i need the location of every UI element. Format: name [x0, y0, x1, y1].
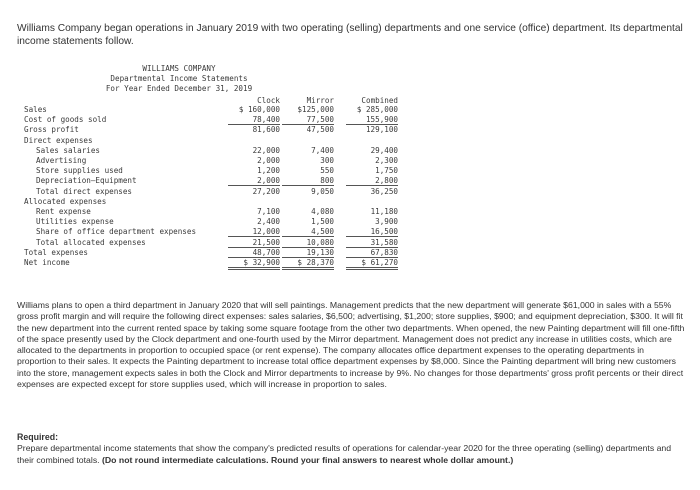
- statement-row: [24, 125, 404, 134]
- row-value: 1,750: [375, 166, 398, 176]
- intro-text: Williams Company began operations in January 2019 with two operating (selling) departments and one service (office) department. Its departmental income statements follow.: [17, 23, 683, 47]
- statement-row: [24, 115, 404, 124]
- statement-row: [24, 146, 404, 155]
- row-value: 12,000: [228, 227, 280, 237]
- statement-row: [24, 197, 404, 206]
- statement-row: [24, 238, 404, 247]
- rounding-note: (Do not round intermediate calculations. Round your final answers to nearest whole dollar amount.): [102, 454, 514, 465]
- row-value: 4,500: [282, 227, 334, 237]
- row-label: Total direct expenses: [36, 186, 133, 196]
- row-label: Cost of goods sold: [24, 115, 107, 125]
- statement-row: [24, 248, 404, 257]
- row-value: 2,000: [257, 156, 280, 165]
- row-value: $ 285,000: [356, 105, 398, 114]
- statement-row: [24, 166, 404, 175]
- column-header: Mirror: [306, 96, 334, 105]
- scenario-paragraph: Williams plans to open a third department in January 2020 that will sell paintings. Management predicts that the new department will generate $61,000 in sales with a 55% gross profit margin and will require the following direct expenses: sales salaries, $6,500; advertising, $1,200; store supplies, $900; and equipment depreciation, $300. It will fit the new department into the current rented space by taking some square footage from the other two departments. When opened, the new Painting department will fill one-fifth of the space presently used by the Clock department and one-fourth used by the Mirror department. Management does not predict any increase in utilities costs, which are allocated to the departments in proportion to occupied space (or rent expense). The company allocates office department expenses to the operating departments in proportion to their sales. It expects the Painting department to increase total office department expenses by $8,000. Since the Painting department will bring new customers into the store, management expects sales in both the Clock and Mirror departments to increase by 9%. No changes for those departments' gross profit percents or their direct expenses are expected except for store supplies used, which will increase in proportion to sales.: [17, 300, 685, 390]
- row-value: $125,000: [297, 105, 334, 114]
- row-value: 7,400: [311, 145, 334, 155]
- row-label: Depreciation—Equipment: [36, 176, 137, 186]
- row-value: 4,080: [311, 207, 334, 216]
- row-value: $ 61,270: [346, 258, 398, 270]
- row-label: Sales salaries: [36, 145, 101, 155]
- row-label: Advertising: [36, 156, 87, 165]
- row-label: Share of office department expenses: [36, 227, 197, 237]
- statement-period: For Year Ended December 31, 2019: [105, 84, 253, 93]
- row-value: $ 32,900: [228, 258, 280, 270]
- statement-row: [24, 217, 404, 226]
- row-value: 10,080: [282, 238, 334, 248]
- statement-row: [24, 136, 404, 145]
- row-value: 9,050: [311, 186, 334, 196]
- row-label: Total allocated expenses: [36, 237, 146, 247]
- column-header-row: [24, 96, 404, 105]
- statement-row: [24, 187, 404, 196]
- statement-row: [24, 176, 404, 185]
- income-statement-image: [24, 64, 404, 284]
- row-value: 78,400: [228, 115, 280, 125]
- row-value: $ 160,000: [238, 105, 280, 114]
- row-value: 2,300: [375, 156, 398, 165]
- required-instructions: Prepare departmental income statements that show the company's predicted results of operations for calendar-year 2020 for the three operating (selling) departments and their combined totals.: [17, 443, 672, 465]
- row-value: 800: [282, 176, 334, 186]
- row-value: 31,580: [346, 238, 398, 248]
- row-label: Sales: [24, 105, 47, 114]
- statement-row: [24, 156, 404, 165]
- row-value: 36,250: [370, 186, 398, 196]
- row-value: 27,200: [252, 186, 280, 196]
- row-value: 67,830: [346, 248, 398, 258]
- statement-row: [24, 105, 404, 114]
- row-value: 550: [320, 166, 334, 176]
- statement-title: Departmental Income Statements: [110, 74, 248, 83]
- required-text: [17, 443, 677, 466]
- row-label: Gross profit: [24, 125, 79, 135]
- row-label: Direct expenses: [24, 135, 93, 145]
- row-value: 47,500: [306, 125, 334, 135]
- row-value: 22,000: [252, 145, 280, 155]
- row-value: 11,180: [370, 207, 398, 216]
- row-label: Net income: [24, 258, 70, 267]
- statement-row: [24, 207, 404, 216]
- row-value: 16,500: [346, 227, 398, 237]
- row-value: 19,130: [282, 248, 334, 258]
- row-value: 81,600: [252, 125, 280, 135]
- column-header: Combined: [361, 96, 398, 105]
- row-label: Store supplies used: [36, 166, 123, 176]
- column-header: Clock: [257, 96, 280, 105]
- row-value: 1,200: [257, 166, 280, 176]
- row-value: 77,500: [282, 115, 334, 125]
- row-label: Allocated expenses: [24, 196, 107, 206]
- row-label: Total expenses: [24, 247, 89, 257]
- row-value: 48,700: [228, 248, 280, 258]
- statement-row: [24, 258, 404, 267]
- statement-row: [24, 227, 404, 236]
- row-value: 3,900: [375, 217, 398, 227]
- company-name: WILLIAMS COMPANY: [142, 64, 216, 73]
- row-value: 1,500: [311, 217, 334, 227]
- row-value: 2,400: [257, 217, 280, 227]
- row-value: 300: [320, 156, 334, 165]
- row-value: 2,800: [346, 176, 398, 186]
- row-value: $ 28,370: [282, 258, 334, 270]
- row-value: 155,900: [346, 115, 398, 125]
- row-value: 29,400: [370, 145, 398, 155]
- row-value: 2,000: [228, 176, 280, 186]
- row-value: 7,100: [257, 207, 280, 216]
- row-value: 129,100: [365, 125, 398, 135]
- row-value: 21,500: [228, 238, 280, 248]
- required-heading: Required:: [17, 432, 59, 442]
- row-label: Utilities expense: [36, 217, 114, 227]
- row-label: Rent expense: [36, 207, 91, 216]
